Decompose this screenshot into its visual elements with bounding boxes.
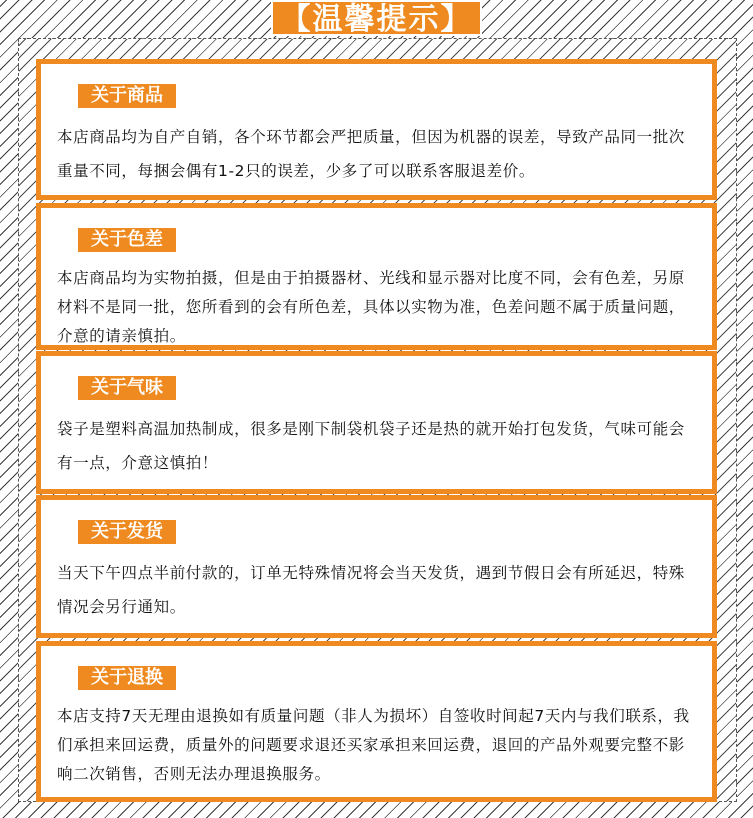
section-heading-shipping: 关于发货 — [77, 519, 177, 545]
section-card-returns — [36, 641, 717, 802]
section-heading-returns: 关于退换 — [77, 665, 177, 691]
page-title: 【温馨提示】 — [271, 0, 482, 36]
section-heading-color: 关于色差 — [77, 227, 177, 253]
section-card-goods — [36, 59, 717, 200]
section-card-color — [36, 203, 717, 350]
section-card-shipping — [36, 495, 717, 638]
section-text-shipping: 当天下午四点半前付款的，订单无特殊情况将会当天发货，遇到节假日会有所延迟，特殊情况会另行通知。 — [57, 564, 685, 616]
section-text-goods: 本店商品均为自产自销，各个环节都会严把质量，但因为机器的误差，导致产品同一批次重量不同，每捆会偶有1-2只的误差，少多了可以联系客服退差价。 — [57, 128, 685, 180]
section-text-color: 本店商品均为实物拍摄，但是由于拍摄器材、光线和显示器对比度不同，会有色差，另原材料不是同一批，您所看到的会有所色差，具体以实物为准，色差问题不属于质量问题，介意的请亲慎拍。 — [57, 269, 685, 345]
section-text-returns: 本店支持7天无理由退换如有质量问题（非人为损坏）自签收时间起7天内与我们联系，我们承担来回运费，质量外的问题要求退还买家承担来回运费，退回的产品外观要完整不影响二次销售，否则无法办理退换服务。 — [57, 707, 690, 783]
section-heading-smell: 关于气味 — [77, 375, 177, 401]
section-card-smell — [36, 351, 717, 494]
section-heading-goods: 关于商品 — [77, 83, 177, 109]
section-text-smell: 袋子是塑料高温加热制成，很多是刚下制袋机袋子还是热的就开始打包发货，气味可能会有一点，介意这慎拍！ — [57, 420, 685, 472]
